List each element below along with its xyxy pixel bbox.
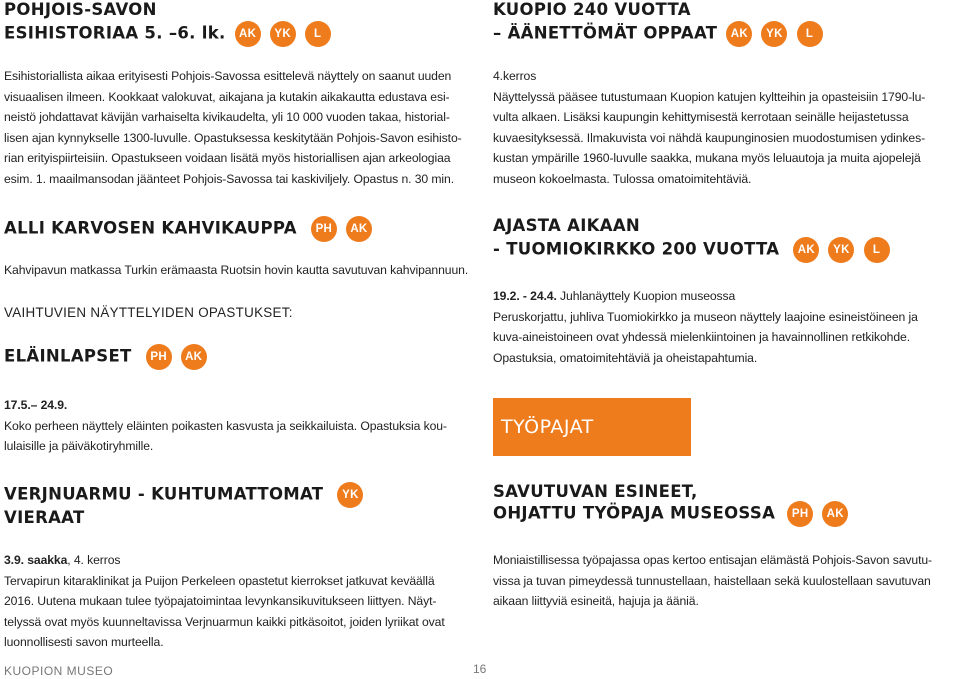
badge-ph: PH <box>787 501 813 527</box>
body-line: kuva-aineistoineen ovat yhdessä mielenkiintoinen ja havainnollinen retkikohde. <box>493 330 911 345</box>
body-line: 2016. Uutena mukaan tulee työpajatoimintaa levynkansikuvitukseen liittyen. Näyt- <box>4 594 437 609</box>
section-body <box>493 550 955 612</box>
title-line-2: OHJATTU TYÖPAJA MUSEOSSA PH AK <box>493 501 955 527</box>
section-title <box>4 482 474 527</box>
section-savutuvan-esineet <box>493 482 955 527</box>
badge-ph: PH <box>146 344 172 370</box>
body-line: Esihistoriallista aikaa erityisesti Pohjois-Savossa esittelevä näyttely on saanut uuden <box>4 69 452 83</box>
badge-l: L <box>864 237 890 263</box>
section-title: ELÄINLAPSET PH AK <box>4 344 474 370</box>
section-elainlapset <box>4 344 474 370</box>
section-title <box>493 0 955 47</box>
body-line: Peruskorjattu, juhliva Tuomiokirkko ja museon näyttely laajoine esineistöineen ja <box>493 309 918 324</box>
section-kuopio-240 <box>493 0 955 47</box>
body-line: vulta alkaen. Lisäksi kaupungin kehittymisestä kerrotaan seinälle heijastetussa <box>493 110 909 125</box>
body-line: neistö johdattavat kävijän varhaiselta kivikaudelta, yli 10 000 vuoden takaa, historial- <box>4 110 450 125</box>
body-line: lisen ajan kynnykselle 1300-luvulle. Opastuksessa keskitytään Pohjois-Savon esihisto- <box>4 130 462 145</box>
body-line: rian erityispiirteisiin. Opastukseen voidaan lisätä myös historiallisen ajan arkeologiaa <box>4 151 451 166</box>
body-line: telyssä ovat myös kuunneltavissa Verjnuarmun kaikki pitkäsoitot, joiden lyriikat ovat <box>4 614 445 629</box>
badge-ak: AK <box>726 21 752 47</box>
badge-yk: YK <box>337 482 363 508</box>
section-pohjois-savon-esihistoriaa <box>4 0 474 47</box>
footer-museum-name: KUOPION MUSEO <box>4 664 114 678</box>
subheading-vaihtuvien: VAIHTUVIEN NÄYTTELYIDEN OPASTUKSET: <box>4 305 293 320</box>
title-line-2: VIERAAT <box>4 508 85 527</box>
badge-yk: YK <box>828 237 854 263</box>
title-line-1: KUOPIO 240 VUOTTA <box>493 0 691 19</box>
section-ajasta-aikaan <box>493 216 955 263</box>
section-alli-karvosen <box>4 216 474 242</box>
badge-ak: AK <box>346 216 372 242</box>
badge-l: L <box>305 21 331 47</box>
badge-yk: YK <box>761 21 787 47</box>
title-line-1: POHJOIS-SAVON <box>4 0 157 19</box>
badge-ph: PH <box>311 216 337 242</box>
body-line: aikaan liittyviä esineitä, hajuja ja ääniä. <box>493 594 699 609</box>
section-title <box>493 216 955 263</box>
body-line: lulaisille ja päiväkotiryhmille. <box>4 439 154 454</box>
section-body <box>4 550 474 653</box>
badge-ak: AK <box>181 344 207 370</box>
badge-l: L <box>797 21 823 47</box>
badge-yk: YK <box>270 21 296 47</box>
date-line: 19.2. - 24.4. Juhlanäyttely Kuopion museossa <box>493 289 736 303</box>
body-line: kuvaesityksessä. Ilmakuvista voi nähdä kaupunginosien muodostumisen ydinkes- <box>493 130 926 145</box>
body-line: Näyttelyssä pääsee tutustumaan Kuopion katujen kyltteihin ja opasteisiin 1790-lu- <box>493 89 926 104</box>
title-line-2: – ÄÄNETTÖMÄT OPPAAT AK YK L <box>493 21 955 47</box>
title-line-2: - TUOMIOKIRKKO 200 VUOTTA AK YK L <box>493 237 955 263</box>
body-line: Koko perheen näyttely eläinten poikasten kasvusta ja seikkailuista. Opastuksia kou- <box>4 418 447 433</box>
tyopajat-banner: TYÖPAJAT <box>493 398 691 456</box>
section-body <box>4 395 474 457</box>
badge-ak: AK <box>822 501 848 527</box>
date-range: 17.5.– 24.9. <box>4 398 68 412</box>
section-body <box>4 260 474 281</box>
section-title <box>493 482 955 527</box>
section-verjnuarmu <box>4 482 474 527</box>
section-body <box>493 66 955 190</box>
body-line: esim. 1. maailmansodan jäänteet Pohjois-Savossa tai kaskiviljely. Opastus n. 30 min. <box>4 171 454 186</box>
body-line: Kahvipavun matkassa Turkin erämaasta Ruotsin hovin kautta savutuvan kahvipannuun. <box>4 263 469 277</box>
body-line: luonnollisesti savon murteella. <box>4 635 164 650</box>
section-title <box>4 0 474 47</box>
page-number: 16 <box>473 662 487 676</box>
section-title: ALLI KARVOSEN KAHVIKAUPPA PH AK <box>4 216 474 242</box>
body-line: museon kokoelmasta. Tulossa omatoimitehtäviä. <box>493 171 752 186</box>
badge-ak: AK <box>235 21 261 47</box>
body-line: vissa ja tuvan pimeydessä tunnustellaan, haistellaan sekä kuulostellaan savutuvan <box>493 573 931 588</box>
body-line: Moniaistillisessa työpajassa opas kertoo entisajan elämästä Pohjois-Savon savutu- <box>493 553 933 567</box>
title-line-2: ESIHISTORIAA 5. –6. lk. AK YK L <box>4 21 474 47</box>
title-line-1: VERJNUARMU - KUHTUMATTOMAT YK <box>4 482 474 508</box>
body-line: visuaalisen ilmeen. Kookkaat valokuvat, aikajana ja kutakin aikakautta edustava esi- <box>4 89 450 104</box>
section-body <box>4 66 474 190</box>
body-line: Opastuksia, omatoimitehtäviä ja oheistapahtumia. <box>493 350 758 365</box>
body-line: kustan ympärille 1960-luvulle saakka, mukana myös leluautoja ja muita ajopelejä <box>493 151 921 166</box>
date-line: 3.9. saakka, 4. kerros <box>4 553 121 567</box>
title-line-1: SAVUTUVAN ESINEET, <box>493 482 698 501</box>
badge-ak: AK <box>793 237 819 263</box>
floor-label: 4.kerros <box>493 69 537 83</box>
title-line-1: AJASTA AIKAAN <box>493 216 640 235</box>
body-line: Tervapirun kitaraklinikat ja Puijon Perkeleen opastetut kierrokset jatkuvat keväällä <box>4 573 435 588</box>
subheading-block <box>4 304 474 322</box>
section-body <box>493 286 955 368</box>
